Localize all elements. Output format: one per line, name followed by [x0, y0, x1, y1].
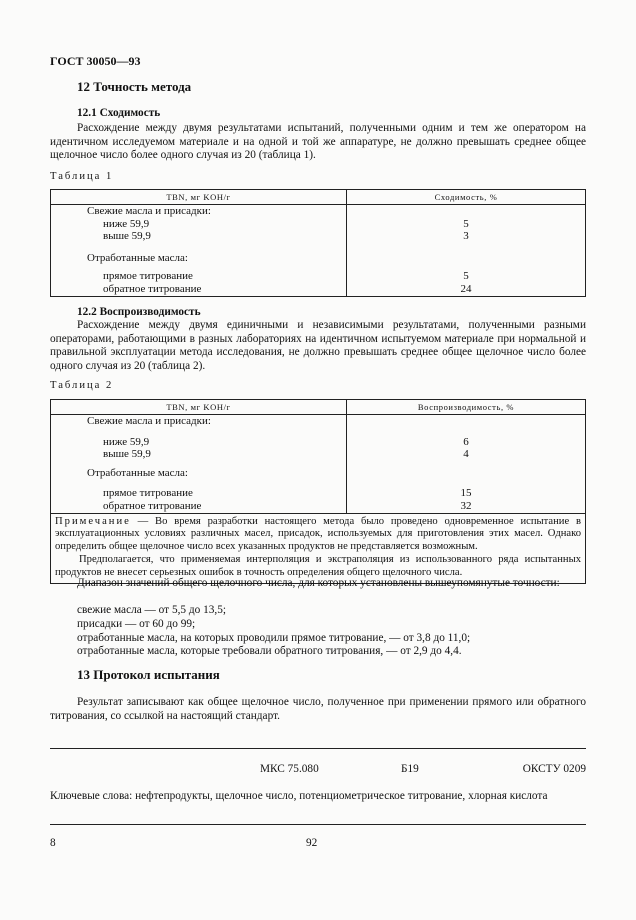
table-cell-value: 4: [463, 448, 469, 461]
document-header: ГОСТ 30050—93: [50, 54, 141, 68]
section-12-1-title: 12.1 Сходимость: [77, 107, 161, 119]
footer-rule-bottom: [50, 824, 586, 825]
section-12-2-text: [50, 319, 586, 373]
table-row-group: Свежие масла и присадки:: [87, 415, 211, 427]
table-1-col-repeatability: Сходимость, %: [347, 190, 586, 205]
list-item: свежие масла — от 5,5 до 13,5;: [77, 604, 227, 616]
footer-rule-top: [50, 748, 586, 749]
paragraph: Диапазон значений общего щелочного числа, для которых установлены вышеупомянутые точности:: [77, 577, 560, 589]
table-row-group: Свежие масла и присадки:: [87, 205, 211, 217]
table-row-label: ниже 59,9: [103, 435, 150, 448]
table-1: [50, 189, 586, 297]
section-12-2-title: 12.2 Воспроизводимость: [77, 306, 201, 318]
paragraph: Расхождение между двумя результатами испытаний, полученными одним и тем же оператором на идентичном исследуемом материале и на одной и той же аппаратуре, не должно превышать среднее общее щелочное число более одного случая из 20 (таблица 1).: [50, 122, 586, 161]
note-label: Примечание: [55, 515, 131, 527]
table-2-col-tbn: TBN, мг KOH/г: [51, 400, 347, 415]
mks-code: МКС 75.080: [260, 763, 319, 775]
table-cell-value: 24: [460, 282, 472, 295]
page-number-center: 92: [306, 837, 318, 849]
list-item: отработанные масла, которые требовали обратного титрования, — от 2,9 до 4,4.: [77, 645, 462, 658]
paragraph: Результат записывают как общее щелочное число, полученное при применении прямого или обратного титрования, со ссылкой на настоящий стандарт.: [50, 696, 586, 722]
table-row-label: ниже 59,9: [103, 217, 150, 230]
table-2: [50, 399, 586, 584]
note-text-2: Предполагается, что применяемая интерполяция и экстраполяция из использованного ряда испытанных продуктов не внесет серьезных ошибок в точность определения общего щелочного числа.: [55, 553, 581, 578]
table-row-label: выше 59,9: [103, 230, 151, 243]
keywords: Ключевые слова: нефтепродукты, щелочное число, потенциометрическое титрование, хлорная кислота: [50, 790, 548, 802]
table-2-caption: Таблица 2: [50, 380, 114, 391]
page-number: 8: [50, 837, 56, 849]
footer-codes: [50, 763, 586, 777]
table-row-label: прямое титрование: [103, 270, 193, 283]
list-item: присадки — от 60 до 99;: [77, 617, 196, 630]
table-row-label: обратное титрование: [103, 282, 202, 295]
table-row-label: прямое титрование: [103, 487, 193, 500]
section-13-title: 13 Протокол испытания: [77, 667, 220, 682]
table-1-caption: Таблица 1: [50, 171, 114, 182]
table-cell-value: 5: [463, 270, 469, 283]
table-row-group: Отработанные масла:: [87, 466, 188, 479]
section-13-text: [50, 696, 586, 723]
table-1-col-tbn: TBN, мг KOH/г: [51, 190, 347, 205]
table-2-note: [51, 513, 586, 583]
range-list: [50, 604, 586, 659]
section-12-1-text: [50, 122, 586, 163]
okstu-code: ОКСТУ 0209: [522, 763, 586, 775]
table-row-label: обратное титрование: [103, 499, 202, 512]
section-12-title: 12 Точность метода: [77, 79, 192, 94]
table-row-group: Отработанные масла:: [87, 251, 188, 264]
list-item: отработанные масла, на которых проводили прямое титрование, — от 3,8 до 11,0;: [77, 631, 471, 644]
table-cell-value: 32: [460, 499, 472, 512]
table-cell-value: 3: [463, 230, 469, 243]
table-cell-value: 15: [460, 487, 472, 500]
b-code: Б19: [401, 763, 419, 775]
table-row-label: выше 59,9: [103, 448, 151, 461]
paragraph: Расхождение между двумя единичными и независимыми результатами, полученными разными операторами, работающими в разных лабораториях на идентичном испытуемом материале при нормальной и правильной эксплуатации метода исследования, не должно превышать среднее общее щелочное число более одного случая из 20 (таблица 2).: [50, 319, 586, 372]
table-2-col-reproducibility: Воспроизводимость, %: [347, 400, 586, 415]
range-intro: [50, 577, 586, 591]
table-cell-value: 5: [463, 217, 469, 230]
note-text: — Во время разработки настоящего метода было проведено одновременное испытание в эксплуатационных условиях различных масел, присадок, используемых для приготовления этих масел. Однако определить общее щелочное число всех указанных продуктов не представляется возможным.: [55, 515, 581, 553]
table-cell-value: 6: [463, 435, 469, 448]
